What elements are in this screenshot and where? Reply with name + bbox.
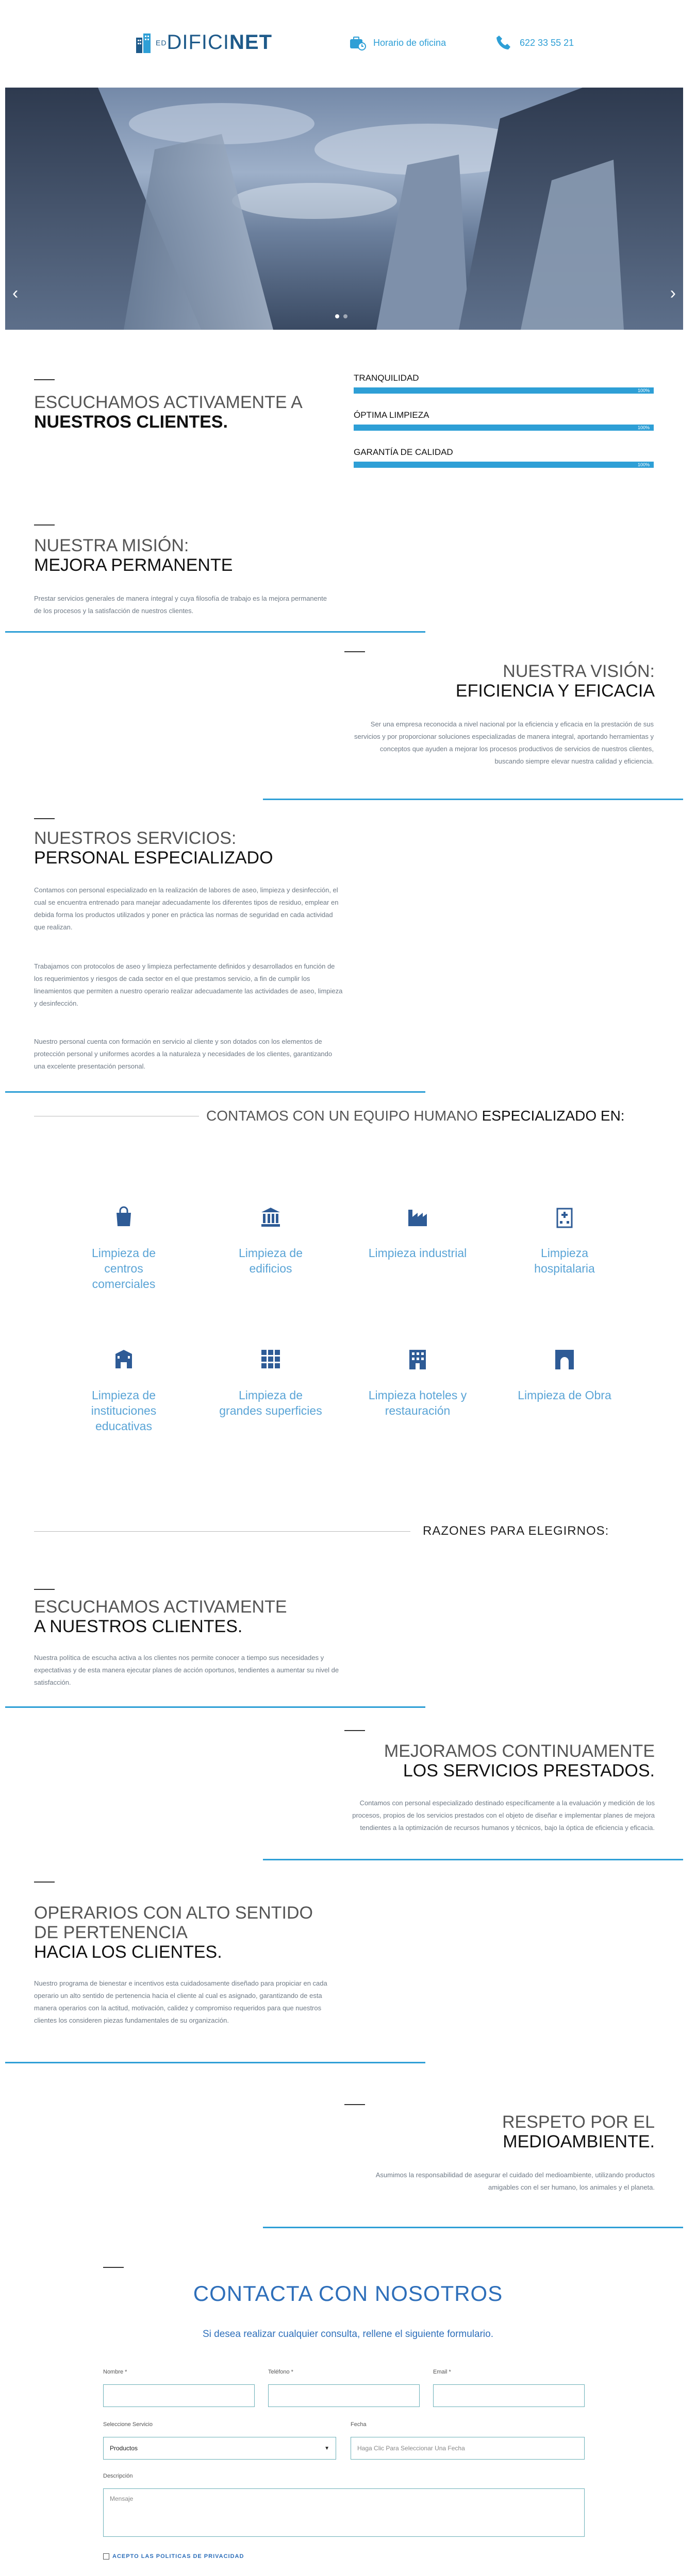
mision-text: Prestar servicios generales de manera íntegral y cuya filosofía de trabajo es la mejora permanente de los procesos y la satisfacción de nuestros clientes. xyxy=(34,595,327,615)
service-grandes-superficies[interactable] xyxy=(219,1348,322,1418)
vision-heading xyxy=(320,662,655,701)
section-dash xyxy=(344,2104,365,2105)
razon-3-title-bold: HACIA LOS CLIENTES. xyxy=(34,1942,222,1962)
vision-title-bold: EFICIENCIA Y EFICACIA xyxy=(455,681,655,701)
equipo-heading-bold: ESPECIALIZADO EN: xyxy=(482,1108,625,1124)
razon-4-title-light: RESPETO POR EL xyxy=(502,2112,655,2132)
nombre-input[interactable] xyxy=(103,2384,255,2407)
progress-fill xyxy=(354,462,654,468)
razon-1-heading xyxy=(34,1597,343,1636)
phone-number: 622 33 55 21 xyxy=(520,37,574,48)
razon-4-title-bold: MEDIOAMBIENTE. xyxy=(503,2132,655,2151)
razones-heading: RAZONES PARA ELEGIRNOS: xyxy=(423,1524,609,1538)
divider-line xyxy=(263,1859,683,1860)
service-label: Limpieza hospitalaria xyxy=(534,1246,595,1275)
divider-line xyxy=(263,2227,683,2228)
razon-3-title-light: OPERARIOS CON ALTO SENTIDO DE PERTENENCIA xyxy=(34,1903,313,1942)
servicios-text-3: Nuestro personal cuenta con formación en servicio al cliente y son dotados con los elementos de protección personal y uniformes acordes a la naturaleza y necesidades de los clientes, garantizando una excelente presentación personal. xyxy=(34,1038,333,1070)
telefono-label: Teléfono * xyxy=(268,2369,293,2375)
briefcase-clock-icon xyxy=(349,34,366,52)
heading-rule xyxy=(34,1531,410,1532)
progress-label: GARANTÍA DE CALIDAD xyxy=(354,447,453,457)
equipo-heading-light: CONTAMOS CON UN EQUIPO HUMANO xyxy=(206,1108,478,1124)
service-label: Limpieza de edificios xyxy=(238,1246,303,1275)
hero-slider[interactable] xyxy=(5,88,683,330)
school-icon xyxy=(112,1348,135,1370)
razon-1-title-light: ESCUCHAMOS ACTIVAMENTE xyxy=(34,1597,287,1617)
hotel-icon xyxy=(406,1348,429,1370)
mision-title-bold: MEJORA PERMANENTE xyxy=(34,555,233,575)
razon-4-text: Asumimos la responsabilidad de asegurar el cuidado del medioambiente, utilizando productos amigables con el ser humano, los animales y el planeta. xyxy=(375,2171,655,2191)
fecha-label: Fecha xyxy=(351,2421,367,2428)
razon-4-heading xyxy=(320,2112,655,2151)
service-label: Limpieza industrial xyxy=(368,1246,467,1260)
intro-heading xyxy=(34,393,323,432)
divider-line xyxy=(5,1706,425,1708)
section-dash xyxy=(34,524,55,526)
service-label: Limpieza hoteles y restauración xyxy=(368,1388,467,1417)
email-input[interactable] xyxy=(433,2384,585,2407)
contact-title: CONTACTA CON NOSOTROS xyxy=(193,2281,503,2306)
divider-line xyxy=(5,631,425,633)
vision-title-light: NUESTRA VISIÓN: xyxy=(503,662,655,681)
mision-heading xyxy=(34,536,343,575)
logo-main: DIFICI xyxy=(167,31,229,54)
intro-heading-light: ESCUCHAMOS ACTIVAMENTE A xyxy=(34,393,303,412)
section-dash xyxy=(34,818,55,819)
progress-percent: 100% xyxy=(637,388,650,393)
service-label: Limpieza de centros comerciales xyxy=(91,1246,156,1291)
divider-line xyxy=(263,799,683,800)
service-edificios[interactable] xyxy=(219,1206,322,1276)
contact-subtitle: Si desea realizar cualquier consulta, rellene el siguiente formulario. xyxy=(203,2329,493,2340)
skyscrapers-image xyxy=(5,88,683,330)
service-instituciones-educativas[interactable] xyxy=(72,1348,175,1434)
service-obra[interactable] xyxy=(513,1348,616,1403)
nombre-label: Nombre * xyxy=(103,2369,127,2375)
descripcion-textarea[interactable] xyxy=(103,2488,585,2537)
descripcion-label: Descripción xyxy=(103,2473,133,2479)
chevron-down-icon: ▼ xyxy=(324,2445,329,2451)
logo-prefix: ED xyxy=(156,38,167,47)
progress-percent: 100% xyxy=(637,462,650,467)
divider-line xyxy=(5,2062,425,2063)
section-dash xyxy=(103,2267,124,2268)
archway-icon xyxy=(553,1348,576,1370)
telefono-input[interactable] xyxy=(268,2384,420,2407)
hospital-icon xyxy=(553,1206,576,1228)
razon-3-heading xyxy=(34,1903,323,1962)
service-hoteles-restauracion[interactable] xyxy=(366,1348,469,1418)
bank-icon xyxy=(259,1206,282,1228)
servicios-text-1: Contamos con personal especializado en la realización de labores de aseo, limpieza y desinfección, el cual se encuentra entrenado para manejar adecuadamente los diferentes tipos de residuo, emplear en debida forma los productos utilizados y poner en práctica las normas de seguridad en cada actividad que realizan. xyxy=(34,886,339,931)
servicio-selected: Productos xyxy=(110,2445,138,2452)
service-label: Limpieza de grandes superficies xyxy=(219,1388,322,1417)
razon-2-title-light: MEJORAMOS CONTINUAMENTE xyxy=(384,1741,655,1761)
office-hours-label: Horario de oficina xyxy=(373,37,446,48)
servicios-title-light: NUESTROS SERVICIOS: xyxy=(34,828,237,848)
progress-bar-3 xyxy=(354,447,654,468)
servicios-title-bold: PERSONAL ESPECIALIZADO xyxy=(34,848,273,868)
divider-line xyxy=(5,1091,425,1093)
privacy-checkbox-row[interactable] xyxy=(103,2553,244,2560)
mision-title-light: NUESTRA MISIÓN: xyxy=(34,536,189,555)
slider-dots[interactable] xyxy=(335,314,347,318)
phone-contact[interactable] xyxy=(495,34,574,52)
service-industrial[interactable] xyxy=(366,1206,469,1261)
progress-label: ÓPTIMA LIMPIEZA xyxy=(354,410,429,420)
bag-icon xyxy=(112,1206,135,1228)
slider-next-arrow[interactable]: › xyxy=(670,283,676,303)
section-dash xyxy=(34,1589,55,1590)
progress-percent: 100% xyxy=(637,425,650,430)
section-dash xyxy=(344,651,365,652)
slider-dot[interactable] xyxy=(343,314,347,318)
email-label: Email * xyxy=(433,2369,451,2375)
fecha-placeholder: Haga Clic Para Seleccionar Una Fecha xyxy=(357,2445,465,2452)
logo-suffix: NET xyxy=(229,31,272,54)
progress-label: TRANQUILIDAD xyxy=(354,373,419,383)
service-label: Limpieza de instituciones educativas xyxy=(91,1388,157,1433)
slider-dot[interactable] xyxy=(335,314,339,318)
servicios-heading xyxy=(34,828,343,868)
razon-2-heading xyxy=(320,1741,655,1781)
service-centros-comerciales[interactable] xyxy=(72,1206,175,1292)
intro-heading-bold: NUESTROS CLIENTES. xyxy=(34,412,228,432)
equipo-heading xyxy=(206,1108,629,1124)
progress-bar-1 xyxy=(354,373,654,394)
razon-2-title-bold: LOS SERVICIOS PRESTADOS. xyxy=(403,1761,655,1781)
fecha-input[interactable] xyxy=(351,2437,585,2460)
section-dash xyxy=(34,1882,55,1883)
privacy-label[interactable]: ACEPTO LAS POLITICAS DE PRIVACIDAD xyxy=(112,2553,244,2560)
vision-text: Ser una empresa reconocida a nivel nacional por la eficiencia y eficacia en la prestación de sus servicios y por proporcionar soluciones especializadas de manera integral, aportando herramientas y conceptos que ayuden a mejorar los procesos productivos de servicios de nuestros clientes, buscando siempre elevar nuestra calidad y eficiencia. xyxy=(354,720,654,765)
section-dash xyxy=(34,379,55,380)
site-header xyxy=(0,0,696,88)
progress-bar-2 xyxy=(354,410,654,431)
service-label: Limpieza de Obra xyxy=(518,1388,611,1402)
servicio-label: Seleccione Servicio xyxy=(103,2421,153,2428)
section-dash xyxy=(344,1730,365,1731)
office-hours[interactable] xyxy=(349,34,446,52)
razon-1-text: Nuestra política de escucha activa a los clientes nos permite conocer a tiempo sus necesidades y expectativas y de esta manera ejecutar planes de acción oportunos, tendientes a aumentar su nivel de satisfacción. xyxy=(34,1654,339,1686)
descripcion-placeholder: Mensaje xyxy=(110,2495,134,2502)
progress-fill xyxy=(354,425,654,431)
slider-prev-arrow[interactable]: ‹ xyxy=(12,283,19,303)
razon-1-title-bold: A NUESTROS CLIENTES. xyxy=(34,1617,243,1636)
servicios-text-2: Trabajamos con protocolos de aseo y limpieza perfectamente definidos y desarrollados en función de los requerimientos y riesgos de cada sector en el que prestamos servicio, a fin de cumplir los lineamientos que permiten a nuestro operario realizar adecuadamente las actividades de aseo, limpieza y desinfección. xyxy=(34,962,343,1007)
razon-3-text: Nuestro programa de bienestar e incentivos esta cuidadosamente diseñado para propiciar en cada operario un alto sentido de pertenencia hacia el cliente al cual es asignado, garantizando de esta manera operarios con la actitud, motivación, calidez y compromiso requeridos para que nuestros clientes los consideren piezas fundamentales de su organización. xyxy=(34,1979,327,2024)
servicio-select[interactable] xyxy=(103,2437,336,2460)
razon-2-text: Contamos con personal especializado destinado específicamente a la evaluación y medición de los procesos, propios de los servicios prestados con el objeto de diseñar e implementar planes de mejora tendientes a la optimización de recursos humanos y técnicos, bajo la óptica de eficiencia y eficacia. xyxy=(352,1799,655,1832)
progress-fill xyxy=(354,387,654,394)
building-logo-icon xyxy=(135,32,153,53)
grid-icon xyxy=(259,1348,282,1370)
logo[interactable] xyxy=(135,31,272,54)
privacy-checkbox[interactable] xyxy=(103,2553,109,2560)
industry-icon xyxy=(406,1206,429,1228)
service-hospitalaria[interactable] xyxy=(513,1206,616,1276)
phone-icon xyxy=(495,34,512,52)
